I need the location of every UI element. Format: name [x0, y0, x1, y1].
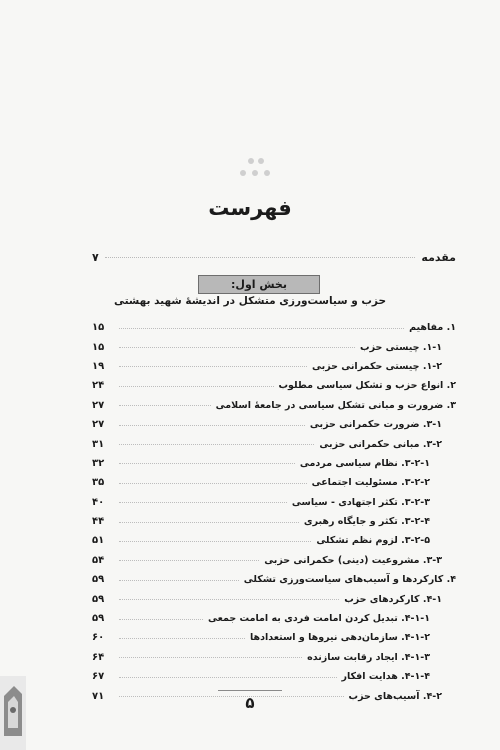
toc-entry-label: ۴-۱-۱. تبدیل کردن امامت فردی به امامت جمعی — [208, 613, 430, 625]
toc-entry-label: ۳-۳. مشروعیت (دینی) حکمرانی حزبی — [264, 554, 442, 566]
toc-entry-label: ۳-۲-۱. نظام سیاسی مردمی — [299, 457, 430, 469]
toc-entry-page: ۶۷ — [92, 671, 105, 683]
toc-entry-label: ۴-۱. کارکردهای حزب — [344, 593, 442, 605]
toc-entry[interactable] — [92, 473, 456, 492]
toc-entry[interactable] — [92, 415, 456, 434]
dot-leader — [119, 424, 305, 426]
toc-entry-label: ۳-۲-۴. تکثر و جایگاه رهبری — [303, 516, 430, 528]
section-subtitle: حزب و سیاست‌ورزی متشکل در اندیشهٔ شهید بهشتی — [113, 295, 387, 307]
dot-leader — [119, 540, 311, 542]
intro-label: مقدمه — [421, 250, 456, 264]
dot-leader — [119, 521, 299, 523]
dot-leader — [119, 579, 239, 581]
toc-entry[interactable] — [92, 454, 456, 473]
toc-entry-page: ۱۵ — [92, 322, 105, 334]
toc-entry-page: ۵۴ — [92, 554, 105, 566]
toc-entry-page: ۵۹ — [92, 593, 105, 605]
dot-leader — [119, 404, 211, 406]
toc-entry[interactable] — [92, 531, 456, 550]
toc-entry-label: ۴-۱-۳. ایجاد رقابت سازنده — [307, 651, 430, 663]
toc-entry-label: ۱-۱. چیستی حزب — [360, 341, 442, 353]
toc-entry[interactable] — [92, 434, 456, 453]
toc-entry-label: ۳-۲-۳. تکثر اجتهادی - سیاسی — [291, 496, 430, 508]
toc-entry-page: ۳۵ — [92, 477, 105, 489]
toc-entry-page: ۵۹ — [92, 613, 105, 625]
toc-entry[interactable] — [92, 376, 456, 395]
dot-leader — [119, 462, 295, 464]
dot-leader — [119, 346, 355, 348]
dot-leader — [119, 637, 245, 639]
dot-leader — [119, 327, 404, 329]
toc-entry-page: ۵۱ — [92, 535, 105, 547]
dot-leader — [119, 501, 287, 503]
dot-leader — [119, 365, 307, 367]
toc-entry[interactable] — [92, 589, 456, 608]
toc-entry-page: ۵۹ — [92, 574, 105, 586]
toc-entry[interactable] — [92, 551, 456, 570]
toc-entry-page: ۷۱ — [92, 690, 105, 702]
toc-entry-page: ۶۰ — [92, 632, 105, 644]
dot-leader — [119, 676, 337, 678]
page-number: ۵ — [245, 694, 255, 712]
toc-entry[interactable] — [92, 628, 456, 647]
toc-entry[interactable] — [92, 396, 456, 415]
toc-entry[interactable] — [92, 667, 456, 686]
toc-entry-label: ۳. ضرورت و مبانی تشکل سیاسی در جامعهٔ اسلامی — [215, 399, 456, 411]
intro-page: ۷ — [92, 250, 99, 264]
toc-entry[interactable] — [92, 570, 456, 589]
toc-entry-page: ۱۹ — [92, 360, 105, 372]
toc-entry-page: ۴۴ — [92, 516, 105, 528]
toc-entry-label: ۳-۲-۵. لزوم نظم تشکلی — [316, 535, 430, 547]
publisher-logo-icon — [0, 676, 26, 750]
page-title: فهرست — [208, 196, 292, 220]
toc-entry-page: ۲۷ — [92, 399, 105, 411]
toc-entry-page: ۶۴ — [92, 651, 105, 663]
toc-entry-page: ۲۷ — [92, 419, 105, 431]
toc-entry[interactable] — [92, 357, 456, 376]
toc-entry[interactable] — [92, 318, 456, 337]
table-of-contents — [92, 318, 456, 706]
toc-entry-page: ۳۲ — [92, 457, 105, 469]
decorative-dots — [238, 158, 278, 184]
toc-entry[interactable] — [92, 512, 456, 531]
toc-entry-page: ۳۱ — [92, 438, 105, 450]
toc-entry-label: ۴-۱-۲. سازمان‌دهی نیروها و استعدادها — [249, 632, 430, 644]
toc-entry-label: ۳-۲. مبانی حکمرانی حزبی — [319, 438, 442, 450]
section-heading: بخش اول: — [198, 275, 320, 294]
dot-leader — [119, 385, 274, 387]
toc-entry-label: ۱. مفاهیم — [409, 322, 456, 334]
toc-entry[interactable] — [92, 493, 456, 512]
dot-leader — [119, 559, 259, 561]
footer-rule — [218, 690, 282, 691]
toc-entry-label: ۴-۲. آسیب‌های حزب — [348, 690, 442, 702]
dot-leader — [119, 443, 314, 445]
toc-entry-page: ۲۴ — [92, 380, 105, 392]
dot-leader — [105, 256, 416, 258]
toc-entry[interactable] — [92, 609, 456, 628]
toc-entry-label: ۲. انواع حزب و تشکل سیاسی مطلوب — [278, 380, 456, 392]
dot-leader — [119, 618, 203, 620]
intro-entry[interactable] — [92, 248, 456, 266]
toc-entry-label: ۱-۲. چیستی حکمرانی حزبی — [312, 360, 442, 372]
toc-entry-label: ۴-۱-۴. هدایت افکار — [341, 671, 430, 683]
dot-leader — [119, 482, 307, 484]
toc-entry-page: ۴۰ — [92, 496, 105, 508]
toc-entry[interactable] — [92, 337, 456, 356]
toc-entry-label: ۴. کارکردها و آسیب‌های سیاست‌ورزی تشکلی — [243, 574, 456, 586]
dot-leader — [119, 656, 302, 658]
toc-entry-page: ۱۵ — [92, 341, 105, 353]
toc-entry[interactable] — [92, 648, 456, 667]
toc-entry-label: ۳-۱. ضرورت حکمرانی حزبی — [309, 419, 442, 431]
dot-leader — [119, 598, 339, 600]
toc-entry-label: ۳-۲-۲. مسئولیت اجتماعی — [311, 477, 430, 489]
